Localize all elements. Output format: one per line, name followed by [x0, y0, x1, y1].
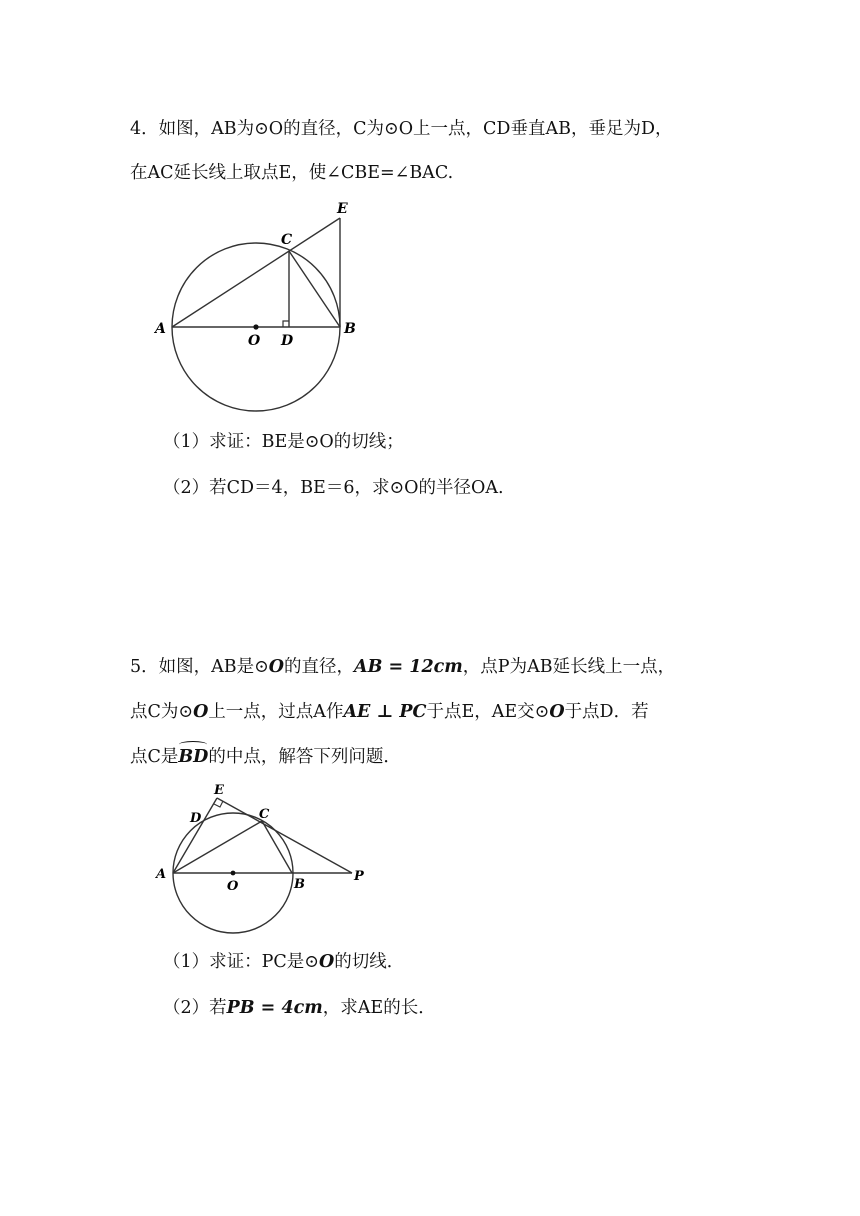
label-a: A	[155, 321, 166, 337]
p5-l2-math: AE ⊥ PC	[343, 702, 427, 722]
problem4-question2: （2）若CD＝4，BE＝6，求⊙O的半径OA.	[163, 478, 504, 498]
p5-l2-text-d: 于点D．若	[564, 702, 649, 722]
problem4-line1: 4．如图，AB为⊙O的直径，C为⊙O上一点，CD垂直AB，垂足为D，	[130, 119, 673, 139]
problem4-question1: （1）求证：BE是⊙O的切线；	[163, 432, 404, 452]
p5-l2-circle-name: O	[193, 702, 209, 722]
p5-q1-circle-name: O	[318, 952, 335, 972]
center-dot	[231, 871, 236, 876]
label-d: D	[190, 811, 202, 826]
label-p: P	[354, 869, 364, 884]
label-e: E	[214, 783, 224, 798]
arc-bd: BD	[178, 747, 209, 767]
p5-l2-text-a: 点C为⊙	[130, 702, 194, 722]
p5-q2-text-a: （2）若	[163, 998, 227, 1018]
p5-l3-text-a: 点C是	[130, 747, 179, 767]
label-d: D	[281, 333, 294, 349]
problem5-question2	[163, 996, 436, 1020]
label-a: A	[156, 867, 167, 882]
segment-ae	[173, 798, 217, 873]
p5-l2-text-c: 于点E，AE交⊙	[426, 702, 550, 722]
label-b: B	[344, 321, 356, 337]
p5-l3-text-b: 的中点，解答下列问题．	[208, 747, 401, 767]
label-b: B	[294, 877, 305, 892]
label-c: C	[259, 807, 270, 822]
problem5-question1	[163, 950, 404, 974]
p5-q2-text-b: ，求AE的长．	[322, 998, 436, 1018]
p5-l1-math: AB = 12cm	[354, 657, 463, 677]
label-c: C	[281, 232, 293, 248]
label-e: E	[337, 201, 348, 217]
p5-l1-text-b: 的直径，	[284, 657, 355, 677]
problem4-line2: 在AC延长线上取点E，使∠CBE=∠BAC.	[130, 163, 454, 183]
p5-q2-math: PB = 4cm	[226, 998, 323, 1018]
p5-l2-text-b: 上一点，过点A作	[208, 702, 344, 722]
p5-q1-text-b: 的切线．	[334, 952, 405, 972]
segment-ac	[173, 821, 262, 873]
label-o: O	[248, 333, 261, 349]
p5-l1-text-a: 5．如图，AB是⊙	[130, 657, 269, 677]
p5-l1-circle-name: O	[268, 657, 285, 677]
label-o: O	[227, 879, 239, 894]
p5-l2-circle-name-2: O	[549, 702, 565, 722]
p5-l1-text-c: ，点P为AB延长线上一点，	[462, 657, 676, 677]
p5-q1-text-a: （1）求证：PC是⊙	[163, 952, 319, 972]
